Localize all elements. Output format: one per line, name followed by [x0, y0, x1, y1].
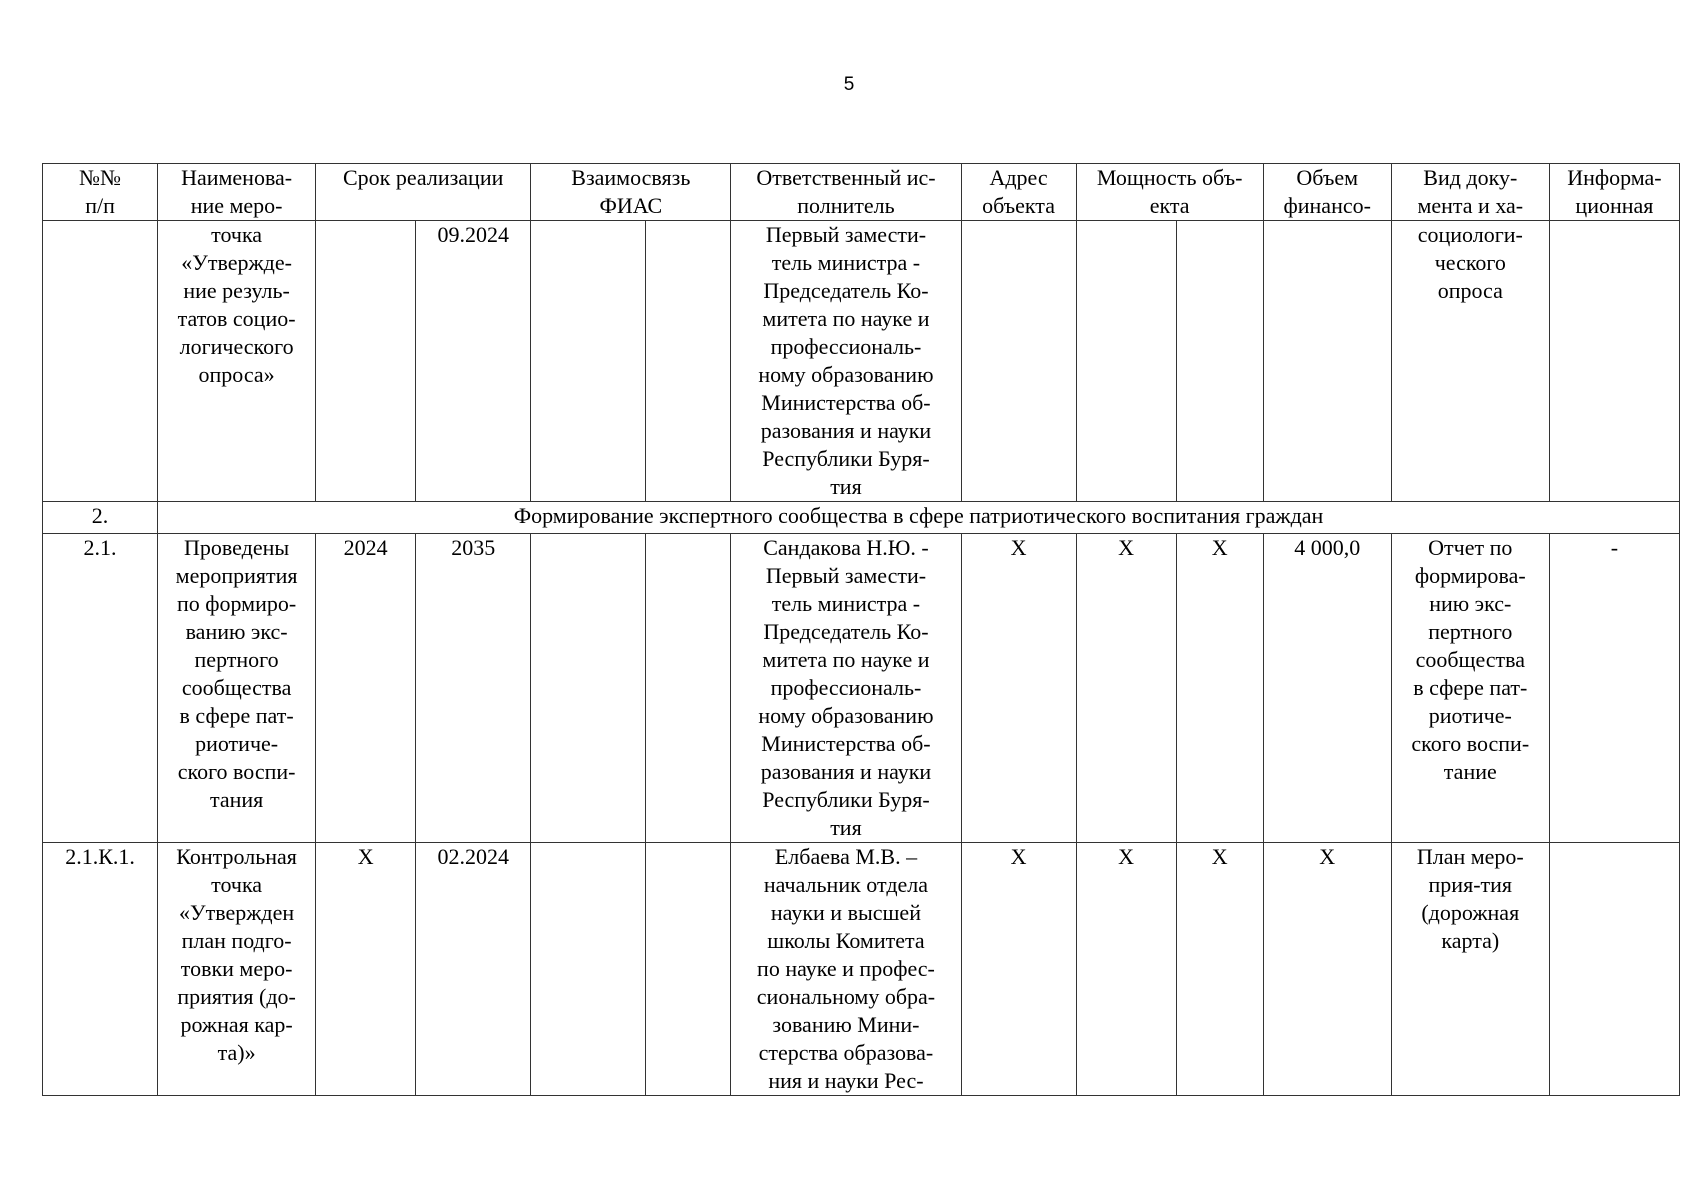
cell-name: Проведены мероприятия по формиро- ванию экс- пертного сообщества в сфере пат- риотиче- ского воспи- тания: [158, 534, 316, 843]
table-row: [43, 843, 1680, 1096]
cell-num: 2.1.: [43, 534, 158, 843]
header-fias: Взаимосвязь ФИАС: [531, 164, 731, 221]
cell-start: 2024: [316, 534, 416, 843]
page-number: 5: [843, 74, 855, 95]
cell-end: 2035: [416, 534, 531, 843]
header-num: №№ п/п: [43, 164, 158, 221]
header-address: Адрес объекта: [961, 164, 1076, 221]
cell-num: 2.1.К.1.: [43, 843, 158, 1096]
cell-fias-1: [531, 843, 646, 1096]
measures-table: [42, 163, 1680, 1096]
cell-address: [961, 221, 1076, 502]
cell-name: Контрольная точка «Утвержден план подго- товки меро- приятия (до- рожная кар- та)»: [158, 843, 316, 1096]
header-volume: Объем финансо-: [1263, 164, 1391, 221]
cell-fias-2: [646, 221, 731, 502]
header-capacity: Мощность объ- екта: [1076, 164, 1263, 221]
table-row: [43, 534, 1680, 843]
cell-fias-2: [646, 843, 731, 1096]
header-term: Срок реализации: [316, 164, 531, 221]
cell-volume: X: [1263, 843, 1391, 1096]
cell-doc-type: План меро- прия-тия (дорожная карта): [1391, 843, 1549, 1096]
header-name: Наименова- ние меро-: [158, 164, 316, 221]
cell-address: X: [961, 843, 1076, 1096]
cell-capacity-1: X: [1076, 843, 1176, 1096]
cell-responsible: Елбаева М.В. – начальник отдела науки и высшей школы Комитета по науке и профес- сиональному обра- зованию Мини- стерства образова- ния и науки Рес-: [731, 843, 961, 1096]
cell-volume: [1263, 221, 1391, 502]
cell-num: [43, 221, 158, 502]
header-responsible: Ответственный ис- полнитель: [731, 164, 961, 221]
cell-fias-2: [646, 534, 731, 843]
cell-name: точка «Утвержде- ние резуль- татов социо- логического опроса»: [158, 221, 316, 502]
cell-end: 09.2024: [416, 221, 531, 502]
table-row: [43, 221, 1680, 502]
cell-info: [1549, 221, 1679, 502]
header-info: Информа- ционная: [1549, 164, 1679, 221]
cell-fias-1: [531, 221, 646, 502]
cell-responsible: Первый замести- тель министра - Председатель Ко- митета по науке и профессиональ- ному образованию Министерства об- разования и науки Республики Буря- тия: [731, 221, 961, 502]
cell-info: -: [1549, 534, 1679, 843]
cell-doc-type: социологи- ческого опроса: [1391, 221, 1549, 502]
cell-doc-type: Отчет по формирова- нию экс- пертного сообщества в сфере пат- риотиче- ского воспи- тание: [1391, 534, 1549, 843]
cell-capacity-2: [1176, 221, 1263, 502]
cell-volume: 4 000,0: [1263, 534, 1391, 843]
cell-capacity-1: X: [1076, 534, 1176, 843]
cell-end: 02.2024: [416, 843, 531, 1096]
cell-start: [316, 221, 416, 502]
cell-capacity-2: X: [1176, 843, 1263, 1096]
header-doc-type: Вид доку- мента и ха-: [1391, 164, 1549, 221]
section-num: 2.: [43, 502, 158, 534]
table-header-row: [43, 164, 1680, 221]
cell-address: X: [961, 534, 1076, 843]
section-title: Формирование экспертного сообщества в сфере патриотического воспитания граждан: [158, 502, 1680, 534]
cell-capacity-1: [1076, 221, 1176, 502]
cell-responsible: Сандакова Н.Ю. - Первый замести- тель министра - Председатель Ко- митета по науке и профессиональ- ному образованию Министерства об- разования и науки Республики Буря- тия: [731, 534, 961, 843]
cell-info: [1549, 843, 1679, 1096]
section-row: [43, 502, 1680, 534]
cell-start: X: [316, 843, 416, 1096]
cell-capacity-2: X: [1176, 534, 1263, 843]
cell-fias-1: [531, 534, 646, 843]
